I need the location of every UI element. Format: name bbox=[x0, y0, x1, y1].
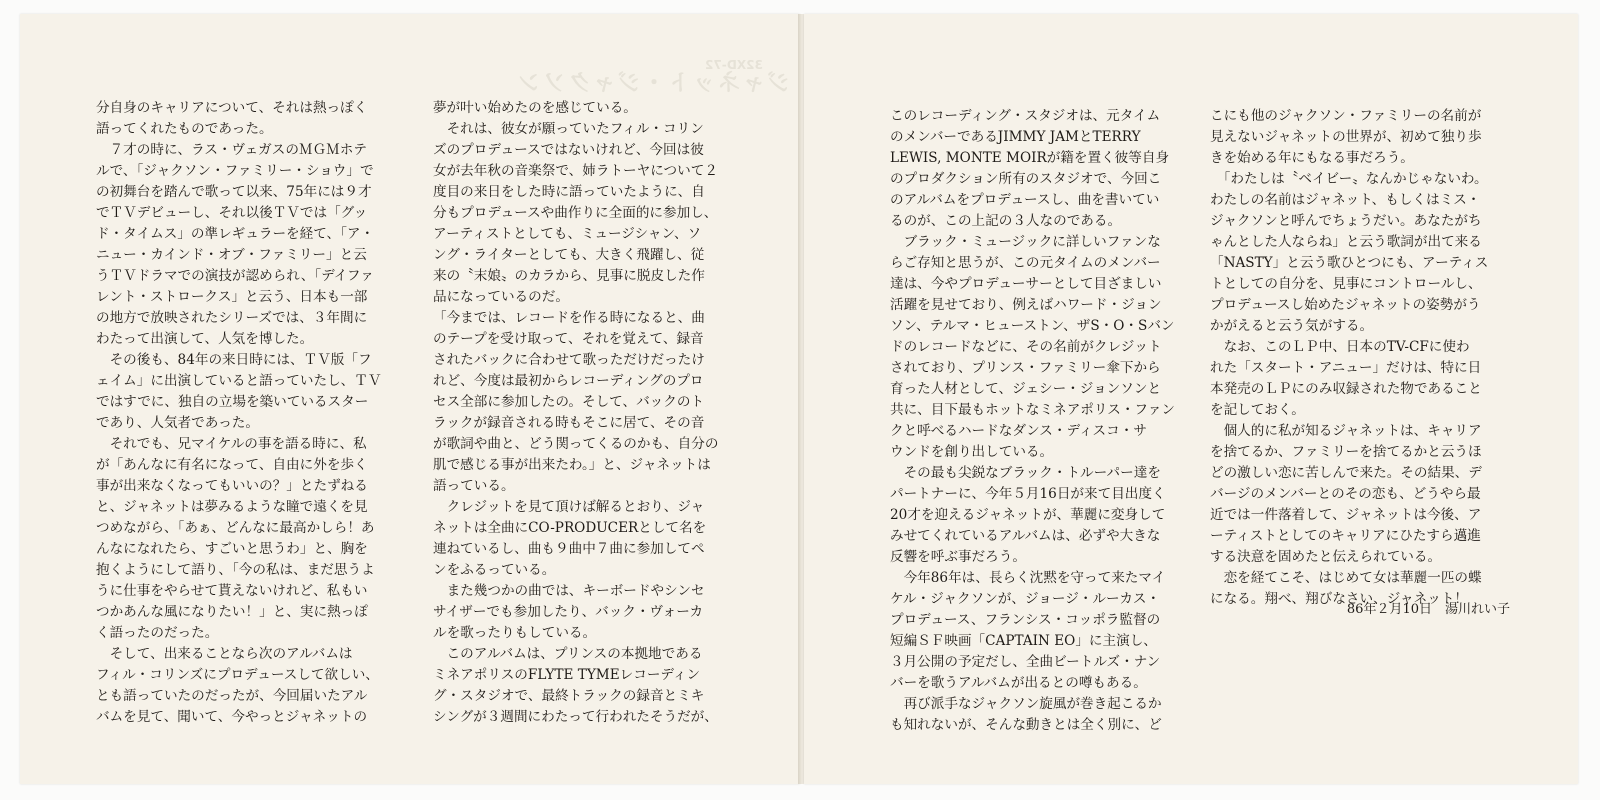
text-line: ではすでに、独自の立場を築いているスター bbox=[96, 394, 369, 410]
text-line: んなになれたら、すごいと思うわ」と、胸を bbox=[96, 541, 368, 557]
text-line: 度目の来日をした時に語っていたように、自 bbox=[433, 184, 705, 200]
text-line: 連ねているし、曲も９曲中７曲に参加してペ bbox=[433, 541, 705, 557]
text-line: する決意を固めたと伝えられている。 bbox=[1210, 549, 1442, 565]
text-line: 本発売のＬＰにのみ収録された物であること bbox=[1210, 381, 1482, 397]
text-line: 個人的に私が知るジャネットは、キャリア bbox=[1210, 423, 1482, 439]
text-line: フィル・コリンズにプロデュースして欲しい、 bbox=[96, 667, 379, 683]
text-line: クレジットを見て頂けば解るとおり、ジャ bbox=[433, 499, 705, 515]
text-line: そして、出来ることなら次のアルバムは bbox=[96, 646, 353, 662]
text-line: 再び派手なジャクソン旋風が巻き起こるか bbox=[890, 696, 1162, 712]
text-line: されたバックに合わせて歌っただけだったけ bbox=[433, 352, 705, 368]
text-line: バムを見て、聞いて、今やっとジャネットの bbox=[96, 709, 368, 725]
text-line: グ・スタジオで、最終トラックの録音とミキ bbox=[433, 688, 705, 704]
text-line: と、ジャネットは夢みるような瞳で遠くを見 bbox=[96, 499, 368, 515]
text-column-4 bbox=[1210, 106, 1504, 610]
text-line: 分もプロデュースや曲作りに全面的に参加し、 bbox=[433, 205, 718, 221]
text-line: クと呼べるハードなダンス・ディスコ・サ bbox=[890, 423, 1147, 439]
text-line: 今年86年は、長らく沈黙を守って来たマイ bbox=[890, 570, 1166, 586]
text-line: を記しておく。 bbox=[1210, 402, 1305, 418]
text-line: パートナーに、今年５月16日が来て目出度く bbox=[890, 486, 1166, 502]
text-line: 事が出来なくなってもいいの？」とたずねる bbox=[96, 478, 368, 494]
text-line: のプロダクション所有のスタジオで、今回こ bbox=[890, 171, 1162, 187]
text-line: ３月公開の予定だし、全曲ビートルズ・ナン bbox=[890, 654, 1161, 670]
text-line: 夢が叶い始めたのを感じている。 bbox=[433, 100, 637, 116]
text-line: 見えないジャネットの世界が、初めて独り歩 bbox=[1210, 129, 1482, 145]
text-column-1 bbox=[96, 98, 390, 728]
text-line: 短編ＳＦ映画「CAPTAIN EO」に主演し、 bbox=[890, 633, 1157, 649]
text-column-2 bbox=[433, 98, 727, 728]
text-line: のテープを受け取って、それを覚えて、録音 bbox=[433, 331, 704, 347]
text-line: 抱くようにして語り、「今の私は、まだ思うよ bbox=[96, 562, 375, 578]
text-line: 来の〝末娘〟のカラから、見事に脱皮した作 bbox=[433, 268, 705, 284]
show-through-catalog-mark: 32XD-72 bbox=[705, 58, 763, 72]
text-column-3 bbox=[890, 106, 1184, 736]
text-line: みせてくれているアルバムは、必ずや大きな bbox=[890, 528, 1161, 544]
text-line: 20才を迎えるジャネットが、華麗に変身して bbox=[890, 507, 1166, 523]
text-line: ミネアポリスのFLYTE TYMEレコーディン bbox=[433, 667, 701, 683]
text-line: プロデュース、フランシス・コッポラ監督の bbox=[890, 612, 1161, 628]
text-line: 育った人材として、ジェシー・ジョンソンと bbox=[890, 381, 1162, 397]
text-line: その後も、84年の来日時には、ＴＶ版「フ bbox=[96, 352, 372, 368]
text-line: つめながら、「あぁ、どんなに最高かしら！あ bbox=[96, 520, 375, 536]
text-line: のメンバーであるJIMMY JAMとTERRY bbox=[890, 129, 1141, 145]
text-line: シングが３週間にわたって行われたそうだが、 bbox=[433, 709, 718, 725]
text-line: なお、このＬＰ中、日本のTV-CFに使わ bbox=[1210, 339, 1470, 355]
text-line: を捨てるか、ファミリーを捨てるかと云うほ bbox=[1210, 444, 1482, 460]
text-line: ゃんとした人ならね」と云う歌詞が出て来る bbox=[1210, 234, 1482, 250]
text-line: 恋を経てこそ、はじめて女は華麗一匹の蝶 bbox=[1210, 570, 1482, 586]
text-line: きを始める年にもなる事だろう。 bbox=[1210, 150, 1414, 166]
text-line: プロデュースし始めたジャネットの姿勢がう bbox=[1210, 297, 1481, 313]
text-line: 「わたしは〝ベイビー〟なんかじゃないわ。 bbox=[1210, 171, 1488, 187]
text-line: ソン、テルマ・ヒューストン、ザS・O・Sバン bbox=[890, 318, 1175, 334]
text-line: その最も尖鋭なブラック・トルーパー達を bbox=[890, 465, 1161, 481]
text-line: になる。翔べ、翔びなさい、ジャネット！ bbox=[1210, 591, 1469, 607]
text-line: LEWIS, MONTE MOIRが籍を置く彼等自身 bbox=[890, 150, 1170, 166]
text-line: るのが、この上記の３人なのである。 bbox=[890, 213, 1122, 229]
text-line: ドのレコードなどに、その名前がクレジット bbox=[890, 339, 1162, 355]
text-line: らご存知と思うが、この元タイムのメンバー bbox=[890, 255, 1161, 271]
text-line: ブラック・ミュージックに詳しいファンな bbox=[890, 234, 1161, 250]
text-line: サイザーでも参加したり、バック・ヴォーカ bbox=[433, 604, 704, 620]
text-line: わたって出演して、人気を博した。 bbox=[96, 331, 314, 347]
text-line: ンをふるっている。 bbox=[433, 562, 556, 578]
text-line: それは、彼女が願っていたフィル・コリン bbox=[433, 121, 704, 137]
text-line: が歌詞や曲と、どう関ってくるのかも、自分の bbox=[433, 436, 719, 452]
text-line: の初舞台を踏んで歌って以来、75年には９才 bbox=[96, 184, 372, 200]
text-line: ウンドを創り出している。 bbox=[890, 444, 1054, 460]
text-line: バージのメンバーとのその恋も、どうやら最 bbox=[1210, 486, 1481, 502]
text-line: こにも他のジャクソン・ファミリーの名前が bbox=[1210, 108, 1482, 124]
text-line: 分自身のキャリアについて、それは熱っぽく bbox=[96, 100, 368, 116]
text-line: も知れないが、そんな動きとは全く別に、ど bbox=[890, 717, 1162, 733]
text-line: レント・ストロークス」と云う、日本も一部 bbox=[96, 289, 368, 305]
text-line: 反響を呼ぶ事だろう。 bbox=[890, 549, 1026, 565]
text-line: 近では一件落着して、ジャネットは今後、ア bbox=[1210, 507, 1482, 523]
text-line: ルを歌ったりもしている。 bbox=[433, 625, 597, 641]
text-line: わたしの名前はジャネット、もしくはミス・ bbox=[1210, 192, 1481, 208]
text-line: どの激しい恋に苦しんで来た。その結果、デ bbox=[1210, 465, 1482, 481]
text-line: ド・タイムス」の準レギュラーを経て、「ア・ bbox=[96, 226, 375, 242]
text-line: 語ってくれたものであった。 bbox=[96, 121, 273, 137]
text-line: つかあんな風になりたい！」と、実に熱っぽ bbox=[96, 604, 368, 620]
text-line: アーティストとしても、ミュージシャン、ソ bbox=[433, 226, 702, 242]
text-line: ング・ライターとしても、大きく飛躍し、従 bbox=[433, 247, 705, 263]
text-line: ズのプロデュースではないけれど、今回は彼 bbox=[433, 142, 704, 158]
author-signature-line: 86年２月10日 湯川れい子 bbox=[1346, 602, 1510, 617]
text-line: の地方で放映されたシリーズでは、３年間に bbox=[96, 310, 368, 326]
text-line: ルで、「ジャクソン・ファミリー・ショウ」で bbox=[96, 163, 374, 179]
text-line: れど、今度は最初からレコーディングのプロ bbox=[433, 373, 704, 389]
text-line: であり、人気者であった。 bbox=[96, 415, 259, 431]
text-line: トとしての自分を、見事にコントロールし、 bbox=[1210, 276, 1482, 292]
text-line: 品になっているのだ。 bbox=[433, 289, 569, 305]
text-line: ェイム」に出演していると語っていたし、ＴＶ bbox=[96, 373, 382, 389]
text-line: 達は、今やプロデューサーとして目ざましい bbox=[890, 276, 1162, 292]
text-line: 女が去年秋の音楽祭で、姉ラトーヤについて２ bbox=[433, 163, 718, 179]
text-line: 肌で感じる事が出来たわ。」と、ジャネットは bbox=[433, 457, 711, 473]
text-line: バーを歌うアルバムが出るとの噂もある。 bbox=[890, 675, 1147, 691]
text-line: かがえると云う気がする。 bbox=[1210, 318, 1374, 334]
text-line: されており、プリンス・ファミリー傘下から bbox=[890, 360, 1161, 376]
text-line: 共に、目下最もホットなミネアポリス・ファン bbox=[890, 402, 1175, 418]
text-line: ７才の時に、ラス・ヴェガスのＭＧＭホテ bbox=[96, 142, 367, 158]
text-line: ラックが録音される時もそこに居て、その音 bbox=[433, 415, 705, 431]
text-line: 活躍を見せており、例えばハワード・ジョン bbox=[890, 297, 1162, 313]
text-line: それでも、兄マイケルの事を語る時に、私 bbox=[96, 436, 367, 452]
text-line: でＴＶデビューし、それ以後ＴＶでは「グッ bbox=[96, 205, 368, 221]
text-line: のアルバムをプロデュースし、曲を書いてい bbox=[890, 192, 1160, 208]
text-line: ケル・ジャクソンが、ジョージ・ルーカス・ bbox=[890, 591, 1161, 607]
text-line: うに仕事をやらせて貰えないけれど、私もい bbox=[96, 583, 368, 599]
text-line: 語っている。 bbox=[433, 478, 515, 494]
text-line: うＴＶドラマでの演技が認められ、「デイファ bbox=[96, 268, 374, 284]
text-line: ネットは全曲にCO-PRODUCERとして名を bbox=[433, 520, 707, 536]
text-line: とも語っていたのだったが、今回届いたアル bbox=[96, 688, 368, 704]
text-line: 「今までは、レコードを作る時になると、曲 bbox=[433, 310, 705, 326]
text-line: れた「スタート・アニュー」だけは、特に日 bbox=[1210, 360, 1482, 376]
text-line: また幾つかの曲では、キーボードやシンセ bbox=[433, 583, 705, 599]
text-line: ーティストとしてのキャリアにひたすら邁進 bbox=[1210, 528, 1481, 544]
text-line: ジャクソンと呼んでちょうだい。あなたがち bbox=[1210, 213, 1482, 229]
text-line: このアルバムは、プリンスの本拠地である bbox=[433, 646, 703, 662]
text-line: く語ったのだった。 bbox=[96, 625, 219, 641]
show-through-title-mark: ジャネット・ジャクソン bbox=[515, 70, 790, 96]
text-line: セス全部に参加したの。そして、バックのト bbox=[433, 394, 705, 410]
text-line: 「NASTY」と云う歌ひとつにも、アーティス bbox=[1210, 255, 1489, 271]
text-line: ニュー・カインド・オブ・ファミリー」と云 bbox=[96, 247, 367, 263]
text-line: このレコーディング・スタジオは、元タイム bbox=[890, 108, 1161, 124]
text-line: が「あんなに有名になって、自由に外を歩く bbox=[96, 457, 368, 473]
